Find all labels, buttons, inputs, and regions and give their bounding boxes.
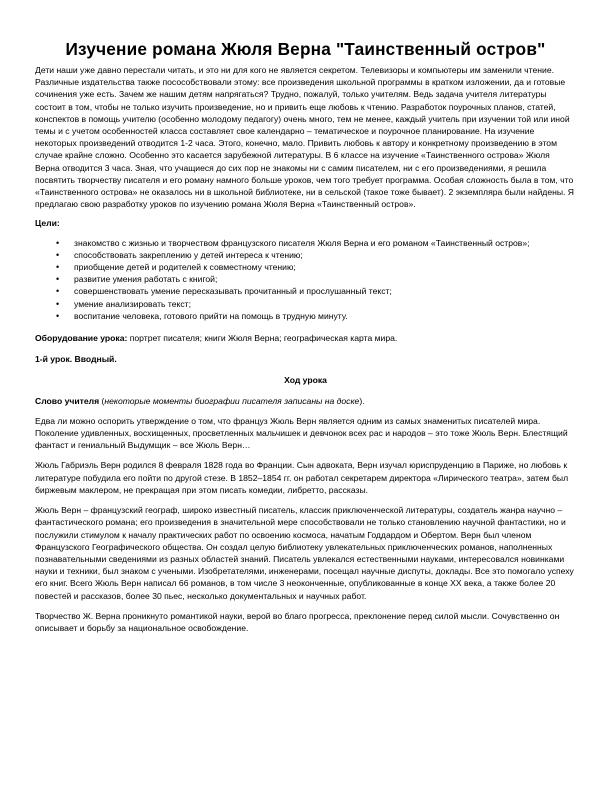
bullet-icon: • — [56, 286, 60, 297]
equipment-line — [35, 332, 576, 344]
list-item: • знакомство с жизнью и творчеством французского писателя Жюля Верна и его романом «Таинственный остров»; — [56, 237, 530, 248]
intro-paragraph: Дети наши уже давно перестали читать, и это ни для кого не является секретом. Телевизоры и компьютеры им заменили чтение. Различные издательства также посособствовали этому: все произведения школьной программы в кратком изложении, да и готовые сочинения уже есть. Зачем же нашим детям напрягаться? Трудно, пожалуй, только учителям. Ведь задача учителя литературы состоит в том, чтобы не только изучить произведение, но и привить еще любовь к чтению. Разработок поурочных планов, статей, конспектов в помощь учителю (особенно молодому педагогу) очень много, тем не менее, каждый учитель при изучении той или иной темы и с учетом особенностей класса составляет свое календарно – тематическое и поурочное планирование. На изучение некоторых произведений отводится 1-2 часа. Этого, конечно, мало. Привить любовь к автору и конкретному произведению в этом случае крайне сложно. Особенно это касается зарубежной литературы. В 6 классе на изучение «Таинственного острова» Жюля Верна отводится 3 часа. Зная, что учащиеся до сих пор не знакомы ни с самим писателем, ни с его произведениями, я решила посвятить творчеству писателя и его роману намного больше уроков, чем того требует программа. Особая сложность была в том, что «Таинственного острова» не оказалось ни в школьной библиотеке, ни в сельской (такое тоже бывает). 2 экземпляра были найдены. Я предлагаю свою разработку уроков по изучению романа Жюля Верна «Таинственный остров». — [35, 65, 575, 210]
bullet-icon: • — [56, 274, 60, 285]
document-title: Изучение романа Жюля Верна "Таинственный остров" — [65, 39, 546, 59]
bullet-icon: • — [56, 249, 60, 260]
teacher-label: Слово учителя — [35, 395, 100, 406]
goals-heading: Цели: — [35, 218, 60, 229]
body-paragraph: Творчество Ж. Верна проникнуто романтикой науки, верой во благо прогресса, преклонение перед силой мысли. Сочувственно он описывает и борьбу за национальное освобождение. — [35, 610, 560, 633]
list-item: • совершенствовать умение пересказывать прочитанный и прослушанный текст; — [56, 286, 392, 297]
body-paragraph: Жюль Габриэль Верн родился 8 февраля 1828 года во Франции. Сын адвоката, Верн изучал юриспруденцию в Париже, но любовь к литературе побудила его пойти по другой стезе. В 1852–1854 гг. он работал секретарем директора «Лирического театра», затем был биржевым маклером, не прекращая при этом писать комедии, либретто, рассказы. — [35, 460, 569, 495]
bullet-icon: • — [56, 298, 60, 309]
list-item: • развитие умения работать с книгой; — [56, 274, 218, 285]
bullet-icon: • — [56, 262, 60, 273]
body-paragraph: Едва ли можно оспорить утверждение о том, что француз Жюль Верн является одним из самых знаменитых писателей мира. Поколение удивленных, восхищенных, просветленных мальчишек и девчонок всех рас и народов – это тоже Жюль Верн. Блестящий фантаст и гениальный Выдумщик – все Жюль Верн… — [35, 415, 568, 451]
list-item: • воспитание человека, готового прийти на помощь в трудную минуту. — [56, 310, 348, 321]
list-item: • способствовать закреплению у детей интереса к чтению; — [56, 249, 303, 260]
list-item: • умение анализировать текст; — [56, 298, 191, 309]
equipment-text: портрет писателя; книги Жюля Верна; географическая карта мира. — [127, 333, 398, 344]
list-item: • приобщение детей и родителей к совместному чтению; — [56, 262, 296, 273]
bullet-icon: • — [56, 310, 60, 321]
body-paragraph: Жюль Верн – французский географ, широко известный писатель, классик приключенческой литературы, создатель жанра научно – фантастического романа; его произведения в значительной мере способствовали не только становлению научной фантастики, но и послужили стимулом к началу практических работ по освоению космоса, начатым Годдардом и Обертом. Верн был членом Французского Географического общества. Он создал целую библиотеку увлекательных приключенческих романов, наполненных познавательными сведениями из разных областей знаний. Писатель увлекался естественными науками, интересовался новинками науки и техники, был знаком с учеными. Изобретателями, инженерами, посещал научные диспуты, доклады. Все это помогало успеху его книг. Всего Жюль Верн написал 66 романов, в том числе 3 неоконченные, опубликованные в конце XX века, а также более 20 повестей и рассказов, более 30 пьес, несколько документальных и научных работ. — [35, 505, 574, 601]
teacher-word-line: Слово учителя (некоторые моменты биографии писателя записаны на доске). — [35, 395, 365, 406]
teacher-note: некоторые моменты биографии писателя записаны на доске — [104, 395, 360, 406]
equipment-label: Оборудование урока: — [35, 333, 128, 344]
goals-list — [35, 237, 576, 322]
bullet-icon: • — [56, 237, 60, 248]
lesson-title: 1-й урок. Вводный. — [35, 354, 117, 365]
course-heading: Ход урока — [284, 375, 327, 386]
